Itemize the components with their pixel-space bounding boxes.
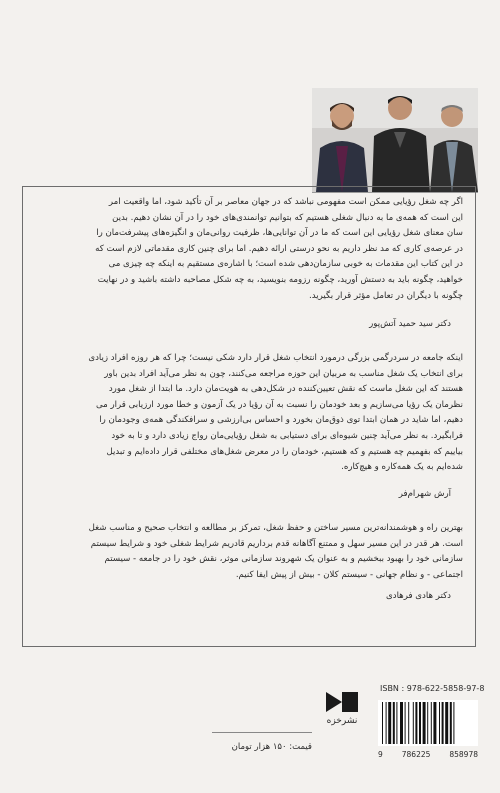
- barcode-digits: [378, 750, 478, 759]
- endorsement-2-line: شده‌ایم به یک همه‌کاره و هیچ‌کاره.: [341, 462, 463, 473]
- barcode-digit-group: 858978: [449, 750, 478, 759]
- endorsement-1-line: در این کتاب این مقدمات به خوبی سازمان‌دهی شده است؛ با اشاره‌ی مستقیم به اینکه چه چیزی می: [108, 259, 463, 270]
- endorsement-2-line: اینکه جامعه در سردرگمی بزرگی درمورد انتخاب شغل قرار دارد شکی نیست؛ چرا که هر روزه افراد زیادی: [88, 353, 463, 363]
- barcode-icon: [378, 700, 478, 746]
- endorsement-1-line: سان معنای شغل رؤیایی این است که ما در آن توانایی‌ها، ظرفیت روانی‌مان و انگیزه‌های پیشرفت‌مان را: [96, 228, 463, 239]
- endorsement-2: [35, 351, 463, 476]
- endorsement-2-author: آرش شهرام‌فر: [398, 489, 451, 499]
- endorsement-2-line: برای انتخاب یک شغل مناسب به مربیان این حوزه مراجعه می‌کنند، چون به نظر می‌آید افراد بدین باور: [104, 368, 463, 379]
- price-label: قیمت: ۱۵۰ هزار تومان: [231, 742, 312, 752]
- price-divider: [212, 732, 312, 733]
- endorsement-1-line: این است که همه‌ی ما به دنبال شغلی هستیم که بتوانیم توانمندی‌های خود را در آن نشان دهیم. بدین: [112, 212, 463, 223]
- endorsement-2-line: هستند که این شغل ماست که نقش تعیین‌کننده در شکل‌دهی به هویت‌مان دارد. ما ابتدا از شغل مورد: [108, 384, 463, 395]
- publisher-name: نشرخزه: [326, 716, 358, 726]
- endorsement-1: [35, 195, 463, 304]
- endorsement-1-line: در عرصه‌ی کاری که مد نظر داریم به نحو درستی ارائه دهیم. اما برای چنین کاری مقدماتی لازم است که: [95, 243, 463, 254]
- endorsement-2-line: نظرمان یک رؤیا می‌سازیم و بعد خودمان را نسبت به آن رؤیا در یک آزمون و خطا مورد ارزیابی قرار می: [95, 399, 463, 410]
- endorsement-1-line: خواهید، چگونه باید به دستش آورید، چگونه رزومه بنویسید، به چه شکل مصاحبه داشته باشید و در نهایت: [97, 274, 463, 285]
- endorsement-3-line: سازمانی خود را بهبود ببخشیم و به عنوان یک شهروند سازمانی موثر، نقش خود را در جامعه - سیستم: [104, 554, 463, 565]
- endorsement-2-line: بیاییم که بفهمیم چه هستیم و که هستیم، خودمان را در معرض شغل‌های مختلفی قرار داده‌ایم و تبدیل: [106, 446, 463, 457]
- endorsements-box: [22, 186, 476, 647]
- endorsement-3-line: است. هر قدر در این مسیر سهل و ممتنع آگاهانه قدم برداریم قادریم شرایط شغلی خود و شرایط سیستم: [90, 538, 463, 549]
- barcode-digit-group: 786225: [401, 750, 431, 759]
- isbn-label: ISBN : 978-622-5858-97-8: [380, 684, 485, 693]
- barcode-digit-group: 9: [378, 750, 383, 759]
- endorsement-3-line: اجتماعی - و نظام جهانی - سیستم کلان - بیش از پیش ایفا کنیم.: [235, 569, 463, 580]
- endorsement-3-line: بهترین راه و هوشمندانه‌ترین مسیر ساختن و حفظ شغل، تمرکز بر مطالعه و انتخاب صحیح و مناسب شغل: [88, 523, 463, 533]
- endorsement-3: [35, 521, 463, 583]
- endorsement-1-line: اگر چه شغل رؤیایی ممکن است مفهومی نباشد که در جهان معاصر بر آن تأکید شود، اما واقعیت امر: [108, 197, 463, 207]
- endorsement-2-line: فرابگیرد. به نظر می‌آید چنین شیوه‌ای برای دستیابی به شغل رؤیایی‌مان رواج زیادی دارد و تا به خود: [111, 430, 463, 441]
- authors-photo: [312, 88, 478, 193]
- endorsement-1-line: چگونه با دیگران در تعامل مؤثر قرار بگیرید.: [309, 290, 463, 301]
- endorsement-3-author: دکتر هادی فرهادی: [386, 591, 451, 601]
- endorsement-2-line: دهیم، اما شاید در همان ابتدا توی ذوق‌مان بخورد و احساس بی‌ارزشی و سرافکندگی همه‌ی وجودمان را: [99, 415, 463, 426]
- endorsement-1-author: دکتر سید حمید آتش‌پور: [369, 319, 451, 329]
